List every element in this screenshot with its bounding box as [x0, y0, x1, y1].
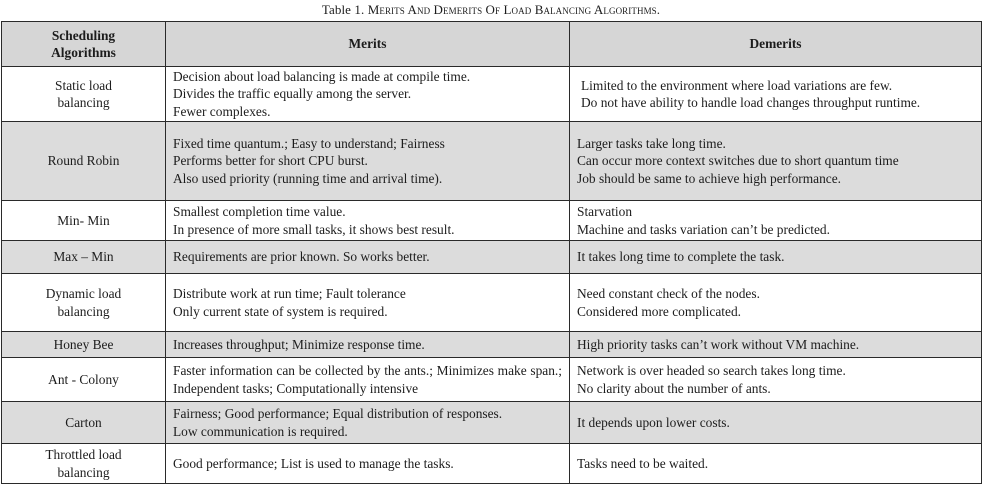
- algorithm-cell: [2, 274, 166, 332]
- demerit-item: Considered more complicated.: [577, 303, 741, 319]
- merit-item: Also used priority (running time and arrival time).: [173, 170, 443, 186]
- merit-item: Requirements are prior known. So works better.: [173, 249, 430, 265]
- table-row: [2, 332, 982, 358]
- table-row: [2, 201, 982, 241]
- demerits-cell: [570, 402, 982, 444]
- table-row: [2, 67, 982, 122]
- merit-item: Decision about load balancing is made at compile time.: [173, 68, 471, 84]
- merit-item: Good performance; List is used to manage the tasks.: [173, 455, 454, 471]
- merit-item: Divides the traffic equally among the server.: [173, 86, 412, 102]
- demerit-item: Larger tasks take long time.: [577, 135, 726, 151]
- merit-item: Only current state of system is required.: [173, 303, 388, 319]
- table-row: [2, 122, 982, 201]
- algorithm-name: Min- Min: [57, 212, 110, 228]
- merits-cell: [166, 274, 570, 332]
- merit-item: Increases throughput; Minimize response time.: [173, 336, 425, 352]
- algorithm-name: Static load balancing: [55, 77, 112, 110]
- demerit-item: Network is over headed so search takes long time.: [577, 363, 846, 378]
- merits-cell: [166, 332, 570, 358]
- algorithm-name: Max – Min: [53, 249, 114, 265]
- table-row: [2, 444, 982, 484]
- merit-item: Fewer complexes.: [173, 103, 271, 119]
- merit-item: Performs better for short CPU burst.: [173, 153, 368, 169]
- demerit-item: Do not have ability to handle load changes throughput runtime.: [581, 95, 921, 110]
- demerits-cell: [570, 122, 982, 201]
- merits-cell: [166, 358, 570, 402]
- algorithm-cell: [2, 444, 166, 484]
- algorithm-name: Carton: [65, 414, 102, 430]
- merit-item: Low communication is required.: [173, 423, 348, 439]
- table-row: [2, 358, 982, 402]
- table-row: [2, 274, 982, 332]
- algorithm-name: Round Robin: [47, 153, 120, 169]
- algorithm-cell: [2, 241, 166, 274]
- merits-cell: [166, 402, 570, 444]
- algorithm-name: Honey Bee: [53, 336, 114, 352]
- demerits-cell: [570, 444, 982, 484]
- algorithm-cell: [2, 67, 166, 122]
- demerit-item: Machine and tasks variation can’t be predicted.: [577, 221, 830, 237]
- merits-cell: [166, 201, 570, 241]
- demerit-item: Can occur more context switches due to short quantum time: [577, 153, 899, 169]
- algorithm-name: Dynamic load balancing: [45, 286, 122, 319]
- demerit-item: Limited to the environment where load variations are few.: [581, 77, 893, 93]
- algorithm-cell: [2, 201, 166, 241]
- merit-item: In presence of more small tasks, it shows best result.: [173, 221, 455, 237]
- header-row: [2, 22, 982, 67]
- caption-title: Merits And Demerits Of Load Balancing Algorithms.: [367, 2, 661, 17]
- demerit-item: High priority tasks can’t work without VM machine.: [577, 336, 860, 352]
- algorithm-name: Throttled load balancing: [45, 447, 122, 480]
- merits-cell: [166, 241, 570, 274]
- merits-demerits-table: [1, 21, 982, 484]
- demerit-item: Job should be same to achieve high performance.: [577, 170, 842, 186]
- merit-item: Fairness; Good performance; Equal distribution of responses.: [173, 406, 503, 421]
- demerit-item: No clarity about the number of ants.: [577, 380, 771, 396]
- header-algorithm: Scheduling Algorithms: [2, 22, 166, 67]
- demerit-item: Need constant check of the nodes.: [577, 286, 760, 301]
- table-caption: [0, 0, 982, 21]
- merit-item: Fixed time quantum.; Easy to understand; Fairness: [173, 135, 445, 151]
- algorithm-cell: [2, 402, 166, 444]
- header-merits: Merits: [166, 22, 570, 67]
- header-demerits: Demerits: [570, 22, 982, 67]
- merits-cell: [166, 444, 570, 484]
- algorithm-cell: [2, 332, 166, 358]
- merit-item: Smallest completion time value.: [173, 204, 346, 219]
- algorithm-cell: [2, 122, 166, 201]
- merits-cell: [166, 67, 570, 122]
- caption-prefix: Table 1.: [321, 2, 368, 17]
- demerits-cell: [570, 332, 982, 358]
- merit-item: Distribute work at run time; Fault tolerance: [173, 286, 406, 301]
- demerit-item: It takes long time to complete the task.: [577, 249, 785, 265]
- demerit-item: Tasks need to be waited.: [577, 455, 709, 471]
- demerits-cell: [570, 67, 982, 122]
- table-row: [2, 241, 982, 274]
- demerits-cell: [570, 358, 982, 402]
- merit-item: Faster information can be collected by the ants.; Minimizes make span.; Independent tasks; Computationally intensive: [173, 363, 562, 396]
- algorithm-cell: [2, 358, 166, 402]
- demerit-item: It depends upon lower costs.: [577, 414, 730, 430]
- merits-cell: [166, 122, 570, 201]
- demerits-cell: [570, 201, 982, 241]
- table-row: [2, 402, 982, 444]
- demerit-item: Starvation: [577, 204, 633, 219]
- algorithm-name: Ant - Colony: [48, 371, 119, 387]
- demerits-cell: [570, 241, 982, 274]
- demerits-cell: [570, 274, 982, 332]
